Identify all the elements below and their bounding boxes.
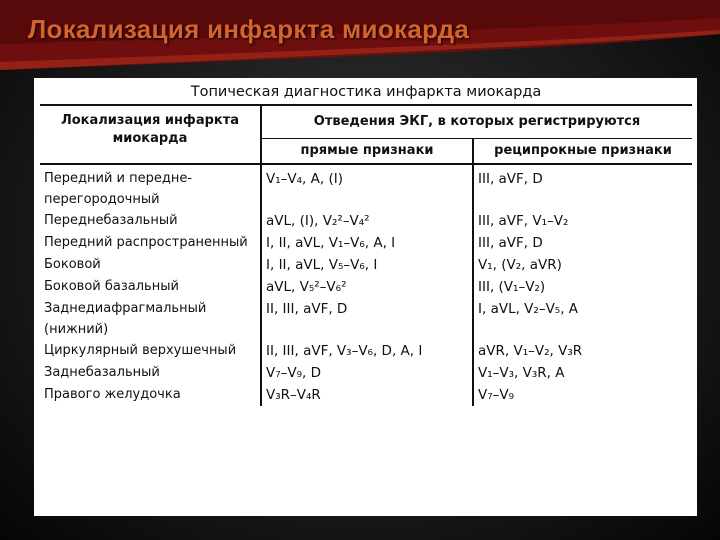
table-row: [40, 362, 692, 384]
cell-reciprocal: V₁, (V₂, aVR): [478, 257, 562, 273]
cell-direct: V₃R–V₄R: [261, 384, 473, 406]
cell-localization: Боковой базальный: [40, 276, 261, 298]
cell-direct: V₁–V₄, A, (I): [261, 164, 473, 210]
cell-reciprocal: III, (V₁–V₂): [478, 279, 546, 295]
cell-localization: Циркулярный верхушечный: [40, 340, 261, 362]
table-row: [40, 276, 692, 298]
cell-direct: II, III, aVF, D: [261, 298, 473, 340]
table-row: [40, 254, 692, 276]
table-row: [40, 340, 692, 362]
diagnosis-table: [40, 80, 692, 406]
cell-localization: Заднебазальный: [40, 362, 261, 384]
cell-direct: I, II, aVL, V₅–V₆, I: [261, 254, 473, 276]
cell-reciprocal: V₁–V₃, V₃R, A: [478, 365, 565, 381]
cell-localization: Передний и передне-перегородочный: [40, 164, 261, 210]
cell-reciprocal: III, aVF, V₁–V₂: [478, 213, 569, 229]
cell-reciprocal: III, aVF, D: [478, 171, 543, 187]
cell-reciprocal: V₇–V₉: [478, 387, 515, 403]
header-direct: прямые признаки: [261, 139, 473, 165]
cell-direct: aVL, (I), V₂²–V₄²: [261, 210, 473, 232]
cell-direct: II, III, aVF, V₃–V₆, D, A, I: [261, 340, 473, 362]
cell-localization: Боковой: [40, 254, 261, 276]
table-row: [40, 210, 692, 232]
header-reciprocal: реципрокные признаки: [473, 139, 692, 165]
slide-title: Локализация инфаркта миокарда: [28, 14, 470, 44]
header-leads-group: Отведения ЭКГ, в которых регистрируются: [261, 105, 692, 139]
table-caption: Топическая диагностика инфаркта миокарда: [40, 80, 692, 105]
cell-localization: Заднедиафрагмальный (нижний): [40, 298, 261, 340]
table-scan: [34, 78, 697, 516]
cell-direct: aVL, V₅²–V₆²: [261, 276, 473, 298]
cell-reciprocal: III, aVF, D: [478, 235, 543, 251]
cell-localization: Правого желудочка: [40, 384, 261, 406]
cell-reciprocal: I, aVL, V₂–V₅, A: [478, 301, 579, 317]
cell-direct: V₇–V₉, D: [261, 362, 473, 384]
cell-direct: I, II, aVL, V₁–V₆, A, I: [261, 232, 473, 254]
table-row: [40, 164, 692, 210]
table-row: [40, 232, 692, 254]
cell-localization: Передний распространенный: [40, 232, 261, 254]
table-row: [40, 298, 692, 340]
title-banner: [0, 0, 720, 72]
table-row: [40, 384, 692, 406]
header-localization: Локализация инфаркта миокарда: [40, 105, 261, 164]
cell-localization: Переднебазальный: [40, 210, 261, 232]
cell-reciprocal: aVR, V₁–V₂, V₃R: [478, 343, 583, 359]
